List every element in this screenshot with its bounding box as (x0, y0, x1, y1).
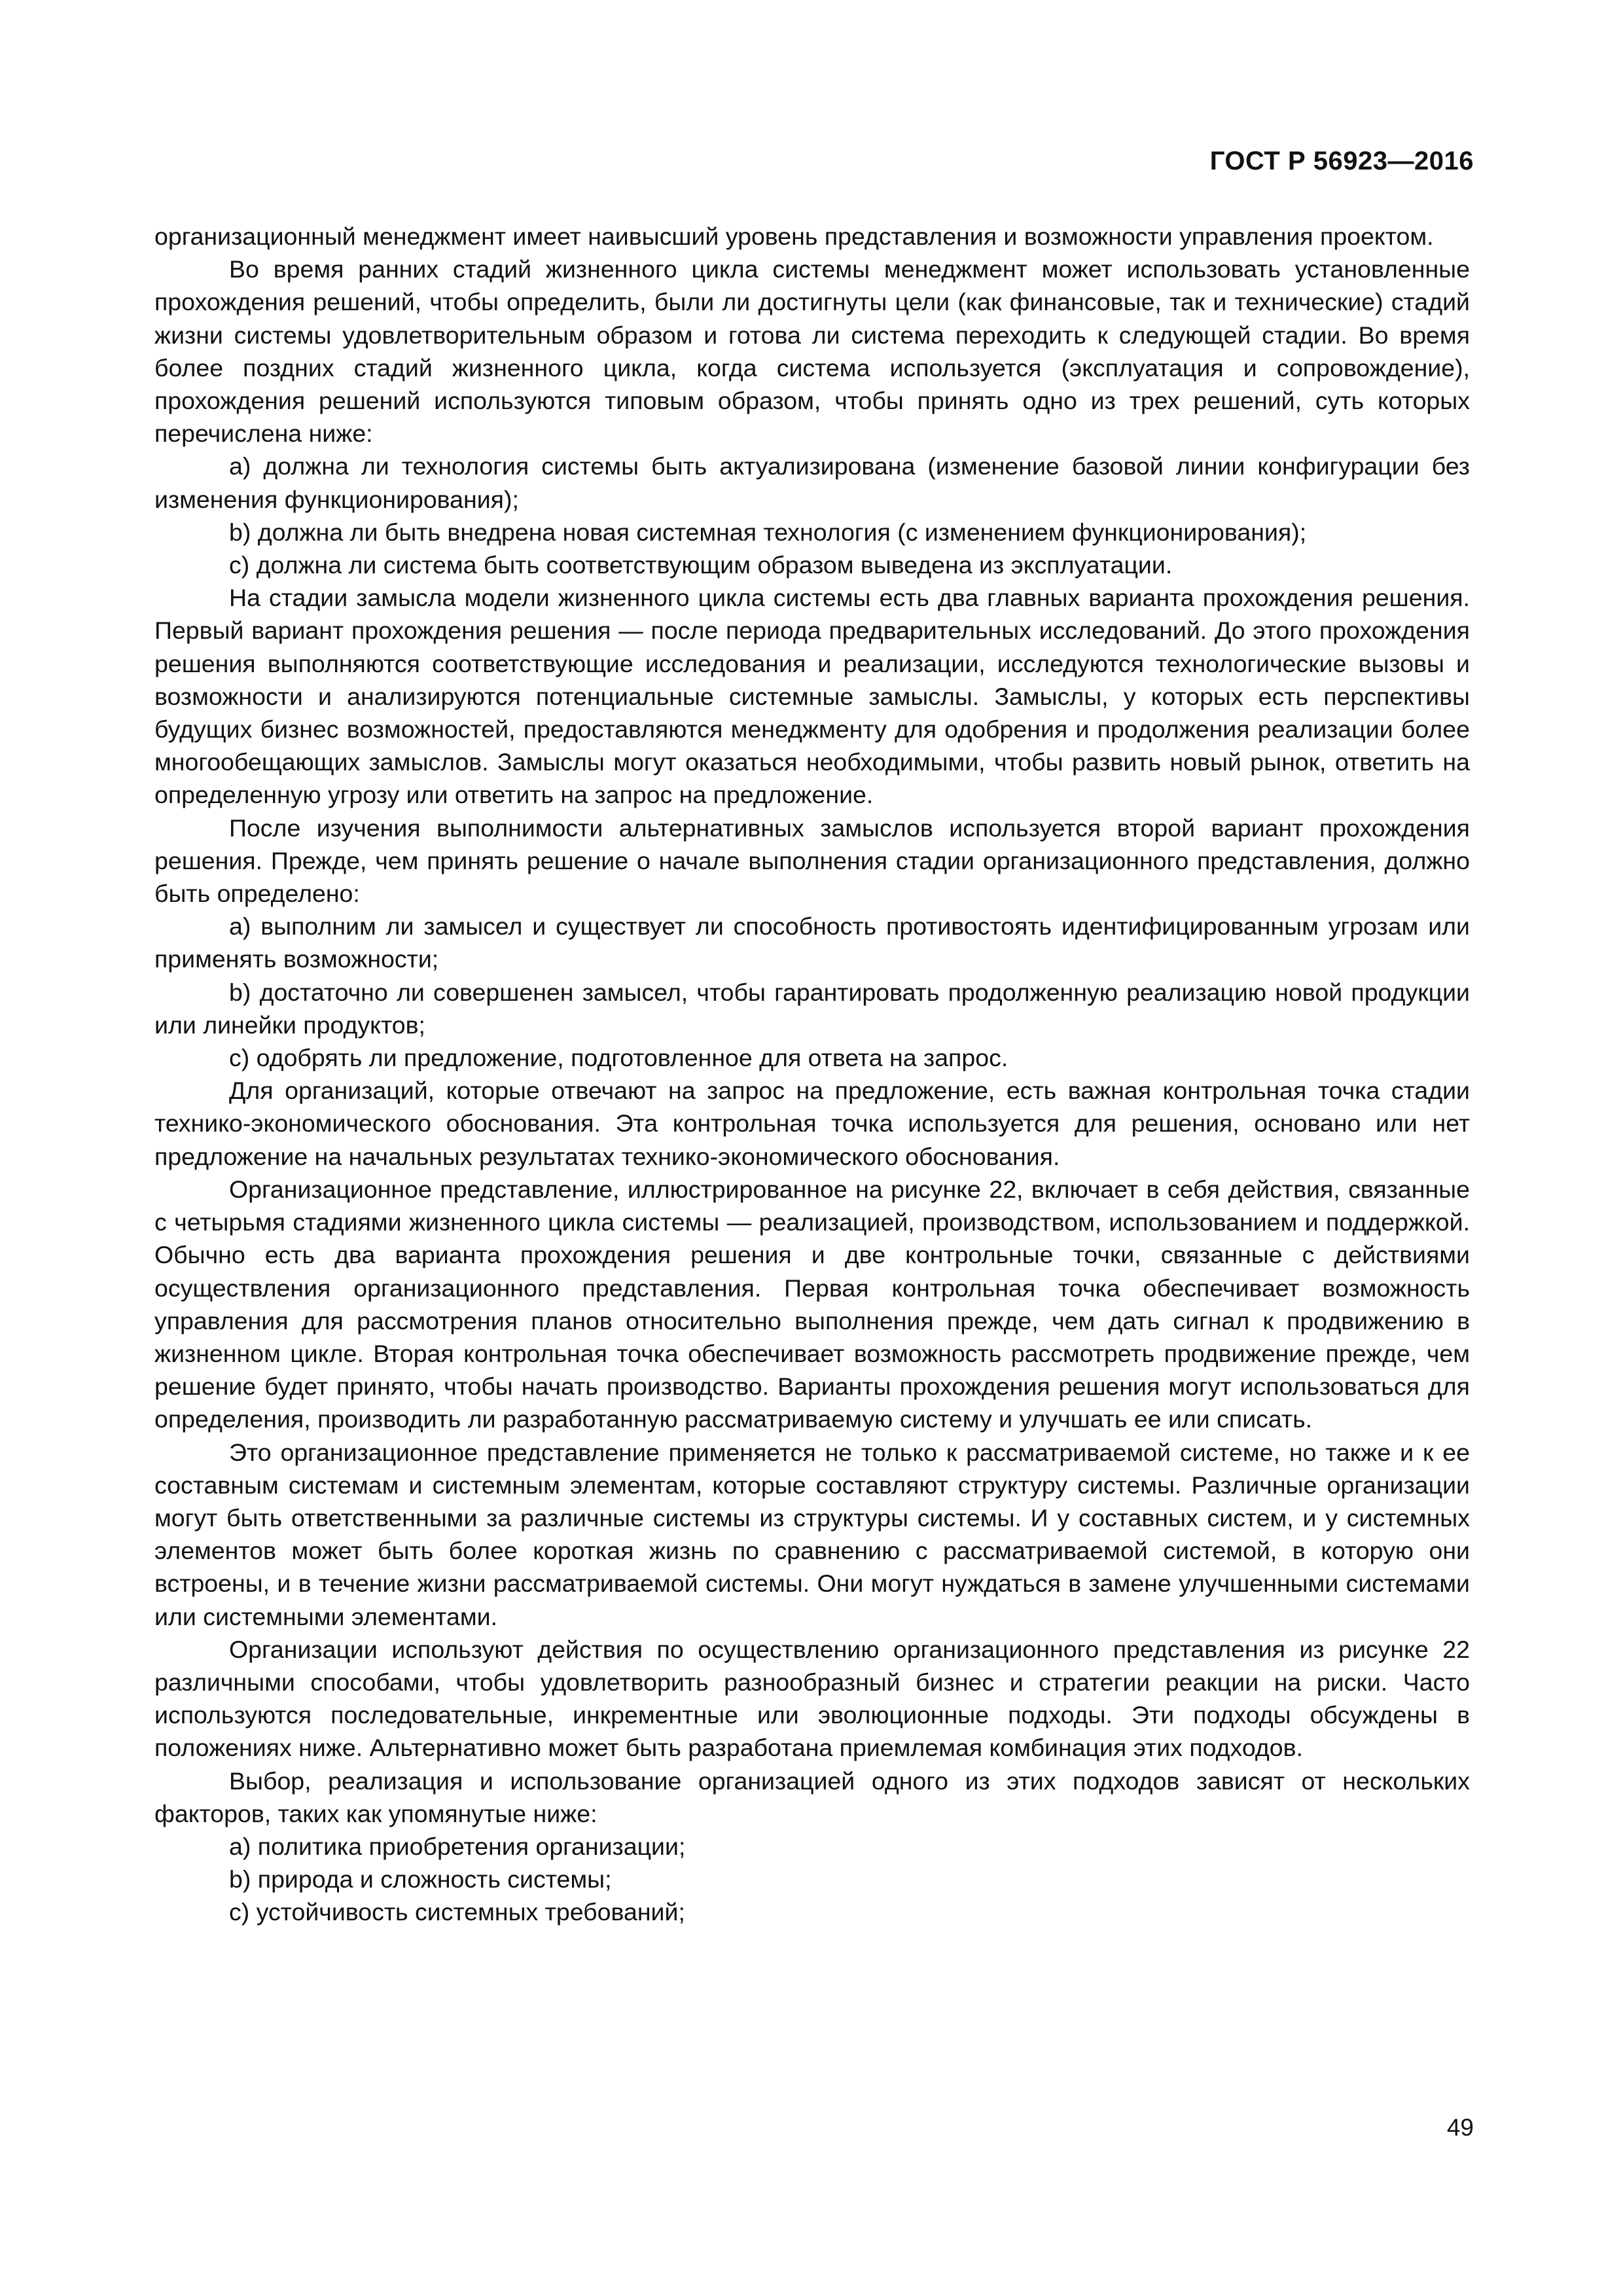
list-item-c-1: c) должна ли система быть соответствующим образом выведена из эксплуатации. (229, 551, 1173, 579)
paragraph-7: Это организационное представление применяется не только к рассматриваемой системе, но также и к ее составным системам и системным элементам, которые составляют структуру системы. Различные организации могут быть ответственными за различные системы из структуры системы. И у составных систем, и у системных элементов может быть более короткая жизнь по сравнению с рассматриваемой системой, в которую они встроены, и в течение жизни рассматриваемой системы. Они могут нуждаться в замене улучшенными системами или системными элементами. (154, 1438, 1470, 1630)
paragraph-8: Организации используют действия по осуществлению организационного представления из рисунке 22 различными способами, чтобы удовлетворить разнообразный бизнес и стратегии реакции на риски. Часто используются последовательные, инкрементные или эволюционные подходы. Эти подходы обсуждены в положениях ниже. Альтернативно может быть разработана приемлемая комбинация этих подходов. (154, 1635, 1470, 1762)
paragraph-5: Для организаций, которые отвечают на запрос на предложение, есть важная контрольная точка стадии технико-экономического обоснования. Эта контрольная точка используется для решения, основано или нет предложение на начальных результатах технико-экономического обоснования. (154, 1077, 1470, 1170)
paragraph-3: На стадии замысла модели жизненного цикла системы есть два главных варианта прохождения решения. Первый вариант прохождения решения — после периода предварительных исследований. До этого прохождения решения выполняются соответствующие исследования и реализации, исследуются технологические вызовы и возможности и анализируются потенциальные системные замыслы. Замыслы, у которых есть перспективы будущих бизнес возможностей, предоставляются менеджменту для одобрения и продолжения реализации более многообещающих замыслов. Замыслы могут оказаться необходимыми, чтобы развить новый рынок, ответить на определенную угрозу или ответить на запрос на предложение. (154, 584, 1470, 809)
list-item-c-3: c) устойчивость системных требований; (229, 1898, 685, 1926)
page-number: 49 (1446, 2114, 1474, 2141)
paragraph-2: Во время ранних стадий жизненного цикла системы менеджмент может использовать установленные прохождения решений, чтобы определить, были ли достигнуты цели (как финансовые, так и технические) стадий жизни системы удовлетворительным образом и готова ли система переходить к следующей стадии. Во время более поздних стадий жизненного цикла, когда система используется (эксплуатация и сопровождение), прохождения решений используются типовым образом, чтобы принять одно из трех решений, суть которых перечислена ниже: (154, 255, 1470, 448)
paragraph-1: организационный менеджмент имеет наивысший уровень представления и возможности управления проектом. (154, 223, 1434, 250)
document-body (154, 220, 1470, 1929)
document-header: ГОСТ Р 56923—2016 (1209, 147, 1474, 175)
paragraph-9: Выбор, реализация и использование организацией одного из этих подходов зависят от нескольких факторов, таких как упомянутые ниже: (154, 1767, 1470, 1827)
list-item-b-2: b) достаточно ли совершенен замысел, чтобы гарантировать продолженную реализацию новой продукции или линейки продуктов; (154, 978, 1470, 1039)
list-item-c-2: c) одобрять ли предложение, подготовленное для ответа на запрос. (229, 1044, 1008, 1072)
list-item-a-1: a) должна ли технология системы быть актуализирована (изменение базовой линии конфигурации без изменения функционирования); (154, 452, 1470, 513)
list-item-b-3: b) природа и сложность системы; (229, 1865, 612, 1893)
list-item-b-1: b) должна ли быть внедрена новая системная технология (с изменением функционирования); (229, 518, 1307, 546)
list-item-a-3: a) политика приобретения организации; (229, 1832, 686, 1860)
paragraph-4: После изучения выполнимости альтернативных замыслов используется второй вариант прохождения решения. Прежде, чем принять решение о начале выполнения стадии организационного представления, должно быть определено: (154, 814, 1470, 908)
paragraph-6: Организационное представление, иллюстрированное на рисунке 22, включает в себя действия, связанные с четырьмя стадиями жизненного цикла системы — реализацией, производством, использованием и поддержкой. Обычно есть два варианта прохождения решения и две контрольные точки, связанные с действиями осуществления организационного представления. Первая контрольная точка обеспечивает возможность управления для рассмотрения планов относительно выполнения прежде, чем дать сигнал к продвижению в жизненном цикле. Вторая контрольная точка обеспечивает возможность рассмотреть продвижение прежде, чем решение будет принято, чтобы начать производство. Варианты прохождения решения могут использоваться для определения, производить ли разработанную рассматриваемую систему и улучшать ее или списать. (154, 1175, 1470, 1433)
list-item-a-2: a) выполним ли замысел и существует ли способность противостоять идентифицированным угрозам или применять возможности; (154, 912, 1470, 973)
